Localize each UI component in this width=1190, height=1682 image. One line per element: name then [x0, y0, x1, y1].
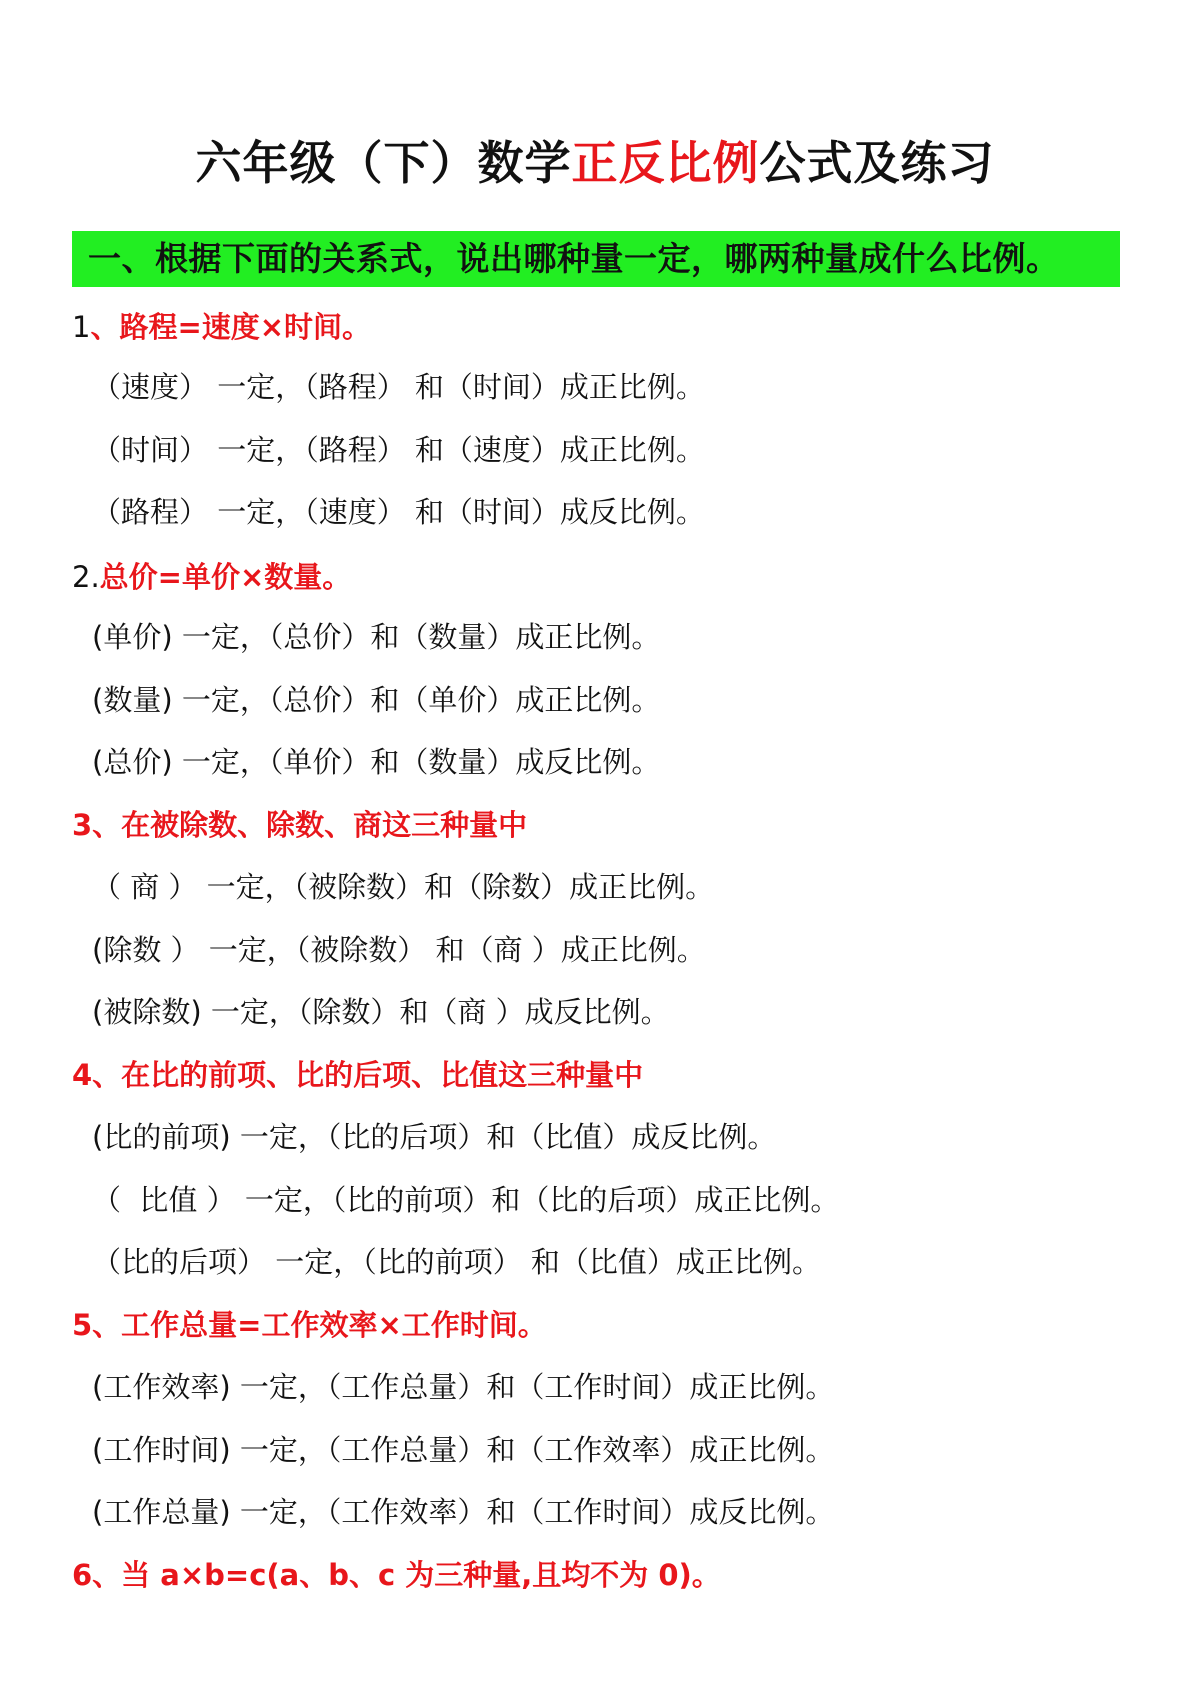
line-3-1: （ 商 ） 一定，（被除数）和（除数）成正比例。: [92, 870, 715, 904]
line-1-1: （速度） 一定，（路程） 和（时间）成正比例。: [92, 370, 705, 404]
title-highlight: 正反比例: [571, 136, 760, 190]
line-4-2: （ 比值 ） 一定，（比的前项）和（比的后项）成正比例。: [92, 1183, 840, 1217]
heading-1: [72, 307, 371, 347]
line-1-3: （路程） 一定，（速度） 和（时间）成反比例。: [92, 495, 705, 529]
heading-2-text: 总价=单价×数量。: [99, 560, 352, 594]
line-2-3: (总价) 一定，（单价）和（数量）成反比例。: [92, 745, 661, 779]
line-2-1: (单价) 一定，（总价）和（数量）成正比例。: [92, 620, 661, 654]
heading-4: 4、在比的前项、比的后项、比值这三种量中: [72, 1058, 644, 1092]
line-3-2: (除数 ） 一定，（被除数） 和（商 ）成正比例。: [92, 933, 706, 967]
heading-5: 5、工作总量=工作效率×工作时间。: [72, 1308, 547, 1342]
section-banner: [72, 231, 1120, 287]
heading-2: [72, 557, 351, 597]
heading-3: 3、在被除数、除数、商这三种量中: [72, 808, 528, 842]
title-part-1: 六年级（下）数学: [195, 136, 572, 190]
line-4-1: (比的前项) 一定，（比的后项）和（比值）成反比例。: [92, 1120, 777, 1154]
line-5-3: (工作总量) 一定，（工作效率）和（工作时间）成反比例。: [92, 1495, 835, 1529]
section-banner-text: 一、根据下面的关系式，说出哪种量一定，哪两种量成什么比例。: [88, 239, 1060, 278]
line-3-3: (被除数) 一定，（除数）和（商 ）成反比例。: [92, 995, 670, 1029]
title-part-2: 公式及练习: [759, 136, 995, 190]
heading-6: 6、当 a×b=c(a、b、c 为三种量,且均不为 0)。: [72, 1558, 721, 1592]
heading-2-number: 2.: [72, 560, 100, 594]
line-5-2: (工作时间) 一定，（工作总量）和（工作效率）成正比例。: [92, 1433, 835, 1467]
line-2-2: (数量) 一定，（总价）和（单价）成正比例。: [92, 683, 661, 717]
heading-1-number: 1: [72, 310, 91, 344]
line-1-2: （时间） 一定，（路程） 和（速度）成正比例。: [92, 433, 705, 467]
line-5-1: (工作效率) 一定，（工作总量）和（工作时间）成正比例。: [92, 1370, 835, 1404]
line-4-3: （比的后项） 一定，（比的前项） 和（比值）成正比例。: [92, 1245, 821, 1279]
page-title: [0, 128, 1190, 198]
heading-1-text: 、路程=速度×时间。: [90, 310, 372, 344]
